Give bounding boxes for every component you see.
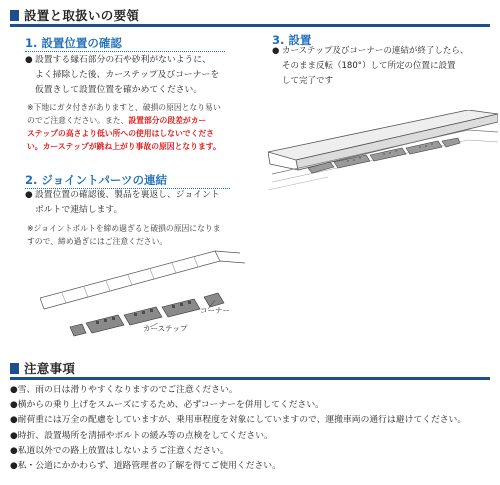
caution-text: 雪、雨の日は滑りやすくなりますのでご注意ください。 (17, 385, 238, 395)
caution-text: 私道以外での路上放置はしないようご注意ください。 (17, 445, 229, 456)
warning-text: い。カーステップが跳ね上がり事故の原因となります。 (27, 142, 221, 151)
section-marker (10, 10, 19, 21)
list-item (10, 429, 495, 444)
step1-title: 1. 設置位置の確認 (25, 35, 225, 52)
list-item (10, 383, 495, 398)
section-rule (10, 24, 490, 27)
step3-line: カーステップ及びコーナーの連結が終了したら、 (282, 46, 469, 56)
caution-text: 横からの乗り上げをスムーズにするため、必ずコーナーを併用してください。 (17, 400, 324, 411)
list-item (10, 459, 495, 474)
note-line: ※ジョイントボルトを締め過ぎると破損の原因になりま (27, 224, 221, 233)
caution-text: 私・公道にかかわらず、道路管理者の了解を得てご使用ください。 (17, 461, 281, 472)
warning-text: 設置部分の段差がカー (128, 116, 207, 125)
bullet-icon: ● (25, 190, 33, 200)
section-title-text: 設置と取扱いの要領 (24, 8, 140, 23)
step1-line: よく掃除した後、カーステップ及びコーナーを (35, 70, 220, 80)
bullet-icon: ● (10, 400, 18, 411)
corner-label: コーナー (200, 306, 230, 315)
step1-instructions (25, 53, 265, 98)
caution-text: 時折、設置場所を清掃やボルトの緩み等の点検をしてください。 (17, 430, 273, 441)
step3-line: そのまま反転（180°）して所定の位置に設置 (282, 61, 456, 71)
caution-text: 耐荷重には万全の配慮をしていますが、乗用車程度を対象にしていますので、運搬車両の通行は避けてください。 (17, 415, 467, 426)
bullet-icon: ● (10, 430, 18, 441)
step2-line: 設置位置の確認後、製品を裏返し、ジョイント (35, 190, 220, 200)
step1-line: 設置する縁石部分の石や砂利がないように、 (35, 55, 211, 65)
section-marker (10, 363, 19, 374)
bullet-icon: ● (272, 46, 280, 56)
bullet-icon: ● (10, 445, 18, 456)
step3-title: 3. 設置 (272, 33, 312, 47)
step1-warning-note (27, 101, 272, 153)
note-line: ※下地にガタ付きがありますと、破損の原因となり易い (27, 103, 221, 112)
bullet-icon: ● (25, 55, 33, 65)
step2-title: 2. ジョイントパーツの連結 (25, 172, 230, 189)
note-line: すので、締め過ぎにはご注意ください。 (27, 237, 168, 246)
carstep-label: カーステップ (143, 324, 188, 333)
note-line: のでご注意ください。また、 (27, 116, 129, 125)
step2-line: ボルトで連結します。 (35, 205, 123, 215)
section-title-installation (10, 6, 139, 24)
bullet-icon: ● (10, 415, 18, 426)
section-title-text: 注意事項 (24, 361, 76, 376)
section-rule (10, 377, 490, 380)
cautions-list (10, 383, 495, 474)
step2-instructions (25, 188, 265, 218)
list-item (10, 413, 495, 428)
list-item (10, 398, 495, 413)
step3-line: して完了です (282, 76, 334, 86)
bullet-icon: ● (10, 461, 18, 472)
warning-text: ステップの高さより低い所への使用はしないでくださ (27, 129, 214, 138)
list-item (10, 444, 495, 459)
step1-line: 仮置きして設置位置を確かめてください。 (35, 85, 203, 95)
section-title-cautions (10, 359, 75, 377)
bullet-icon: ● (10, 385, 18, 395)
installed-carstep-illustration (268, 110, 498, 195)
step3-instructions (272, 44, 494, 89)
